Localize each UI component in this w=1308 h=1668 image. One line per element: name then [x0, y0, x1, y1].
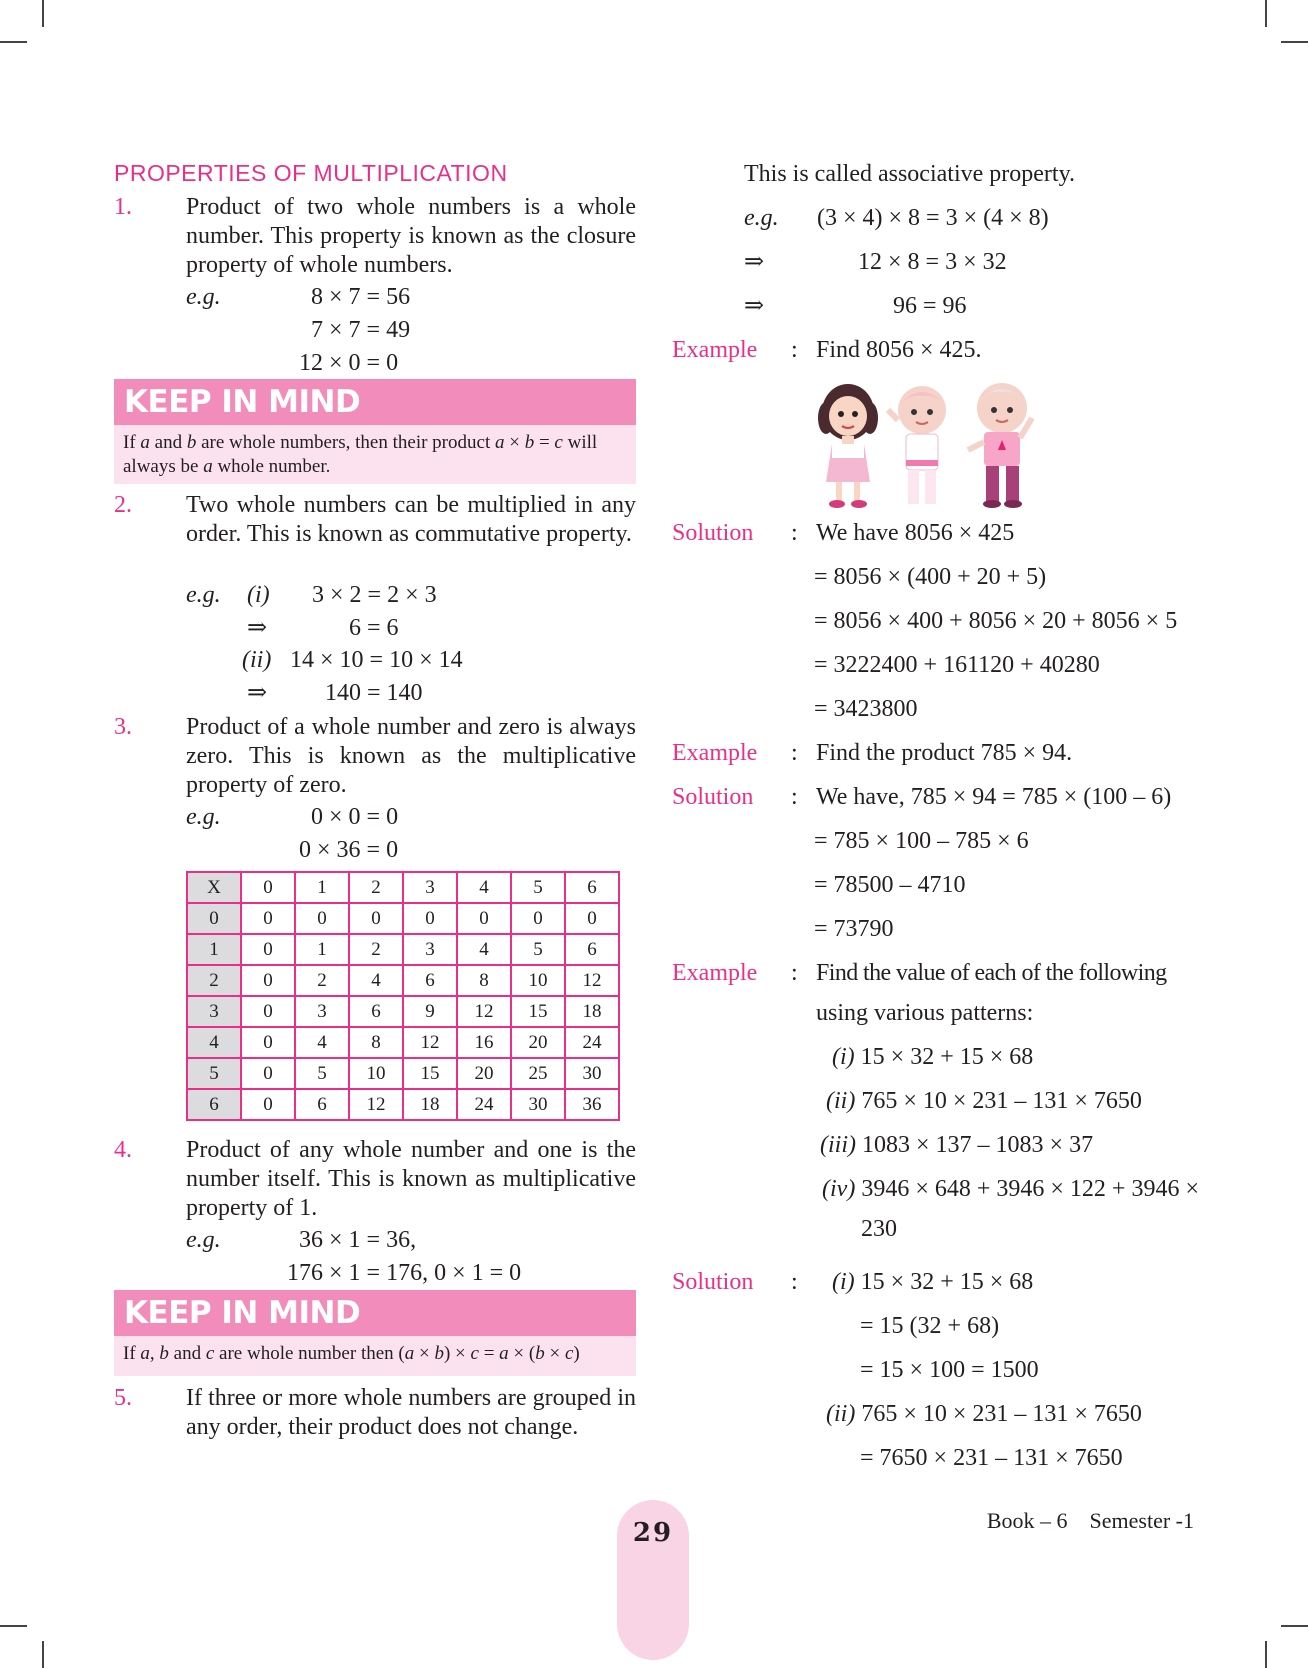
example-text: using various patterns:	[816, 1000, 1034, 1026]
solution-line: We have, 785 × 94 = 785 × (100 – 6)	[816, 784, 1172, 810]
table-cell: 0	[295, 903, 349, 934]
example-label: Example	[672, 960, 758, 986]
table-cell: 0	[241, 934, 295, 965]
paragraph: If three or more whole numbers are grouped in any order, their product does not change.	[186, 1385, 636, 1440]
crop-mark	[1281, 41, 1308, 43]
table-cell: 9	[403, 996, 457, 1027]
item-number: 1.	[114, 194, 132, 220]
item-number: 2.	[114, 492, 132, 518]
equation: 176 × 1 = 176, 0 × 1 = 0	[287, 1260, 522, 1286]
example-item	[820, 1131, 1093, 1160]
example-item	[822, 1175, 1199, 1204]
paragraph: Two whole numbers can be multiplied in any order. This is known as commutative property.	[186, 492, 636, 547]
table-cell: 0	[241, 965, 295, 996]
boy-figure	[888, 386, 946, 504]
table-cell: 12	[403, 1027, 457, 1058]
boy-figure	[968, 383, 1032, 508]
arrow-symbol: ⇒	[744, 293, 765, 319]
example-label: Example	[672, 740, 758, 766]
paragraph: This is called associative property.	[744, 161, 1076, 187]
item-expression: 15 × 32 + 15 × 68	[860, 1269, 1034, 1295]
table-cell: 15	[403, 1058, 457, 1089]
table-cell: 25	[511, 1058, 565, 1089]
colon: :	[791, 960, 798, 986]
solution-line: = 15 (32 + 68)	[860, 1313, 1000, 1339]
table-cell: 5	[187, 1058, 241, 1089]
item-expression: 765 × 10 × 231 – 131 × 7650	[861, 1088, 1142, 1114]
crop-mark	[1265, 1641, 1267, 1668]
table-cell: 0	[241, 1058, 295, 1089]
arrow-symbol: ⇒	[247, 680, 268, 706]
page-number: 29	[632, 1518, 674, 1548]
item-expression: 15 × 32 + 15 × 68	[860, 1044, 1034, 1070]
table-row	[187, 934, 619, 965]
colon: :	[791, 1269, 798, 1295]
table-cell: 1	[187, 934, 241, 965]
paragraph: Product of two whole numbers is a whole number. This property is known as the closure property of whole numbers.	[186, 194, 636, 278]
sub-label: (i)	[247, 582, 270, 608]
table-cell: 3	[187, 996, 241, 1027]
table-cell: 30	[565, 1058, 619, 1089]
crop-mark	[0, 1625, 27, 1627]
solution-line: = 3222400 + 161120 + 40280	[814, 652, 1100, 678]
solution-line: = 8056 × 400 + 8056 × 20 + 8056 × 5	[814, 608, 1178, 634]
solution-line: = 3423800	[814, 696, 918, 722]
table-cell: 0	[241, 1089, 295, 1120]
keep-in-mind-title: KEEP IN MIND	[114, 379, 636, 425]
table-row	[187, 1089, 619, 1120]
table-cell: 3	[403, 872, 457, 903]
example-label: Example	[672, 337, 758, 363]
sub-label: (ii)	[242, 647, 272, 673]
paragraph: Product of a whole number and zero is always zero. This is known as the multiplicative property of zero.	[186, 714, 636, 798]
table-cell: 0	[187, 903, 241, 934]
eg-label: e.g.	[186, 582, 221, 608]
table-cell: 5	[295, 1058, 349, 1089]
item-number: 5.	[114, 1385, 132, 1411]
paragraph: Product of any whole number and one is the number itself. This is known as multiplicative property of 1.	[186, 1137, 636, 1221]
keep-in-mind-box	[114, 1336, 636, 1376]
table-cell: 4	[187, 1027, 241, 1058]
table-cell: 8	[349, 1027, 403, 1058]
solution-line: = 15 × 100 = 1500	[860, 1357, 1039, 1383]
equation: 0 × 36 = 0	[299, 837, 399, 863]
equation: 12 × 8 = 3 × 32	[858, 249, 1007, 275]
table-cell: 2	[295, 965, 349, 996]
item-label: (iii)	[820, 1132, 856, 1158]
table-cell: 2	[349, 934, 403, 965]
table-cell: 36	[565, 1089, 619, 1120]
solution-label: Solution	[672, 784, 754, 810]
table-header-row	[187, 872, 619, 903]
table-cell: 5	[511, 934, 565, 965]
table-cell: 12	[565, 965, 619, 996]
item-expression: 1083 × 137 – 1083 × 37	[862, 1132, 1094, 1158]
table-cell: X	[187, 872, 241, 903]
table-cell: 10	[511, 965, 565, 996]
equation: 6 = 6	[349, 615, 399, 641]
item-expression: 3946 × 648 + 3946 × 122 + 3946 ×	[861, 1176, 1199, 1202]
example-text: Find the value of each of the following	[816, 960, 1167, 986]
table-row	[187, 1027, 619, 1058]
equation: 140 = 140	[325, 680, 423, 706]
table-cell: 6	[403, 965, 457, 996]
colon: :	[791, 337, 798, 363]
table-cell: 1	[295, 872, 349, 903]
children-illustration	[818, 380, 1044, 512]
table-cell: 0	[241, 872, 295, 903]
table-cell: 3	[403, 934, 457, 965]
example-text: Find the product 785 × 94.	[816, 740, 1073, 766]
table-cell: 0	[457, 903, 511, 934]
equation: 7 × 7 = 49	[311, 317, 411, 343]
item-number: 4.	[114, 1137, 132, 1163]
example-item-continued: 230	[861, 1216, 897, 1242]
section-heading: PROPERTIES OF MULTIPLICATION	[114, 160, 508, 186]
eg-label: e.g.	[744, 205, 779, 231]
table-cell: 4	[457, 872, 511, 903]
table-cell: 16	[457, 1027, 511, 1058]
table-row	[187, 1058, 619, 1089]
equation: 0 × 0 = 0	[311, 804, 399, 830]
table-cell: 3	[295, 996, 349, 1027]
table-cell: 0	[241, 1027, 295, 1058]
table-cell: 24	[565, 1027, 619, 1058]
girl-figure	[818, 384, 878, 508]
table-cell: 12	[349, 1089, 403, 1120]
table-cell: 0	[241, 903, 295, 934]
table-cell: 6	[565, 872, 619, 903]
keep-in-mind-box	[114, 425, 636, 484]
multiplication-table	[186, 871, 620, 1121]
keep-in-mind-text: If a and b are whole numbers, then their product a × b = c will always be a whole number.	[123, 432, 598, 477]
table-cell: 0	[349, 903, 403, 934]
table-cell: 2	[187, 965, 241, 996]
equation: 14 × 10 = 10 × 14	[290, 647, 463, 673]
eg-label: e.g.	[186, 284, 221, 310]
table-cell: 1	[295, 934, 349, 965]
table-cell: 6	[295, 1089, 349, 1120]
table-cell: 12	[457, 996, 511, 1027]
table-row	[187, 903, 619, 934]
solution-line: = 78500 – 4710	[814, 872, 966, 898]
equation: (3 × 4) × 8 = 3 × (4 × 8)	[817, 205, 1049, 231]
table-cell: 0	[403, 903, 457, 934]
crop-mark	[1281, 1625, 1308, 1627]
item-label: (ii)	[826, 1088, 856, 1114]
solution-line	[826, 1400, 1142, 1429]
table-row	[187, 996, 619, 1027]
table-cell: 0	[565, 903, 619, 934]
solution-line	[832, 1268, 1033, 1297]
crop-mark	[42, 1641, 44, 1668]
example-item	[826, 1087, 1142, 1116]
table-cell: 18	[565, 996, 619, 1027]
table-cell: 2	[349, 872, 403, 903]
table-cell: 0	[511, 903, 565, 934]
table-cell: 4	[457, 934, 511, 965]
equation: 3 × 2 = 2 × 3	[312, 582, 437, 608]
table-cell: 4	[295, 1027, 349, 1058]
solution-line: = 785 × 100 – 785 × 6	[814, 828, 1029, 854]
table-cell: 15	[511, 996, 565, 1027]
table-cell: 20	[457, 1058, 511, 1089]
arrow-symbol: ⇒	[247, 615, 268, 641]
colon: :	[791, 520, 798, 546]
solution-line: = 7650 × 231 – 131 × 7650	[860, 1445, 1123, 1471]
table-cell: 5	[511, 872, 565, 903]
equation: 96 = 96	[893, 293, 967, 319]
table-cell: 24	[457, 1089, 511, 1120]
solution-label: Solution	[672, 1269, 754, 1295]
item-label: (ii)	[826, 1401, 856, 1427]
colon: :	[791, 784, 798, 810]
equation: 8 × 7 = 56	[311, 284, 411, 310]
table-cell: 20	[511, 1027, 565, 1058]
solution-line: = 73790	[814, 916, 894, 942]
eg-label: e.g.	[186, 804, 221, 830]
equation: 36 × 1 = 36,	[299, 1227, 417, 1253]
example-text: Find 8056 × 425.	[816, 337, 982, 363]
equation: 12 × 0 = 0	[299, 350, 399, 376]
solution-label: Solution	[672, 520, 754, 546]
book-info: Book – 6 Semester -1	[986, 1508, 1194, 1533]
item-label: (iv)	[822, 1176, 856, 1202]
solution-line: We have 8056 × 425	[816, 520, 1015, 546]
item-number: 3.	[114, 714, 132, 740]
table-cell: 4	[349, 965, 403, 996]
arrow-symbol: ⇒	[744, 249, 765, 275]
keep-in-mind-title: KEEP IN MIND	[114, 1290, 636, 1336]
eg-label: e.g.	[186, 1227, 221, 1253]
crop-mark	[1265, 0, 1267, 27]
crop-mark	[0, 41, 27, 43]
crop-mark	[42, 0, 44, 27]
example-item	[832, 1043, 1033, 1072]
item-label: (i)	[832, 1044, 855, 1070]
table-cell: 6	[565, 934, 619, 965]
colon: :	[791, 740, 798, 766]
solution-line: = 8056 × (400 + 20 + 5)	[814, 564, 1047, 590]
table-cell: 6	[187, 1089, 241, 1120]
table-cell: 18	[403, 1089, 457, 1120]
table-row	[187, 965, 619, 996]
keep-in-mind-text: If a, b and c are whole number then (a × b) × c = a × (b × c)	[123, 1343, 580, 1364]
item-label: (i)	[832, 1269, 855, 1295]
table-cell: 0	[241, 996, 295, 1027]
table-cell: 10	[349, 1058, 403, 1089]
table-cell: 30	[511, 1089, 565, 1120]
table-cell: 6	[349, 996, 403, 1027]
item-expression: 765 × 10 × 231 – 131 × 7650	[861, 1401, 1142, 1427]
table-cell: 8	[457, 965, 511, 996]
